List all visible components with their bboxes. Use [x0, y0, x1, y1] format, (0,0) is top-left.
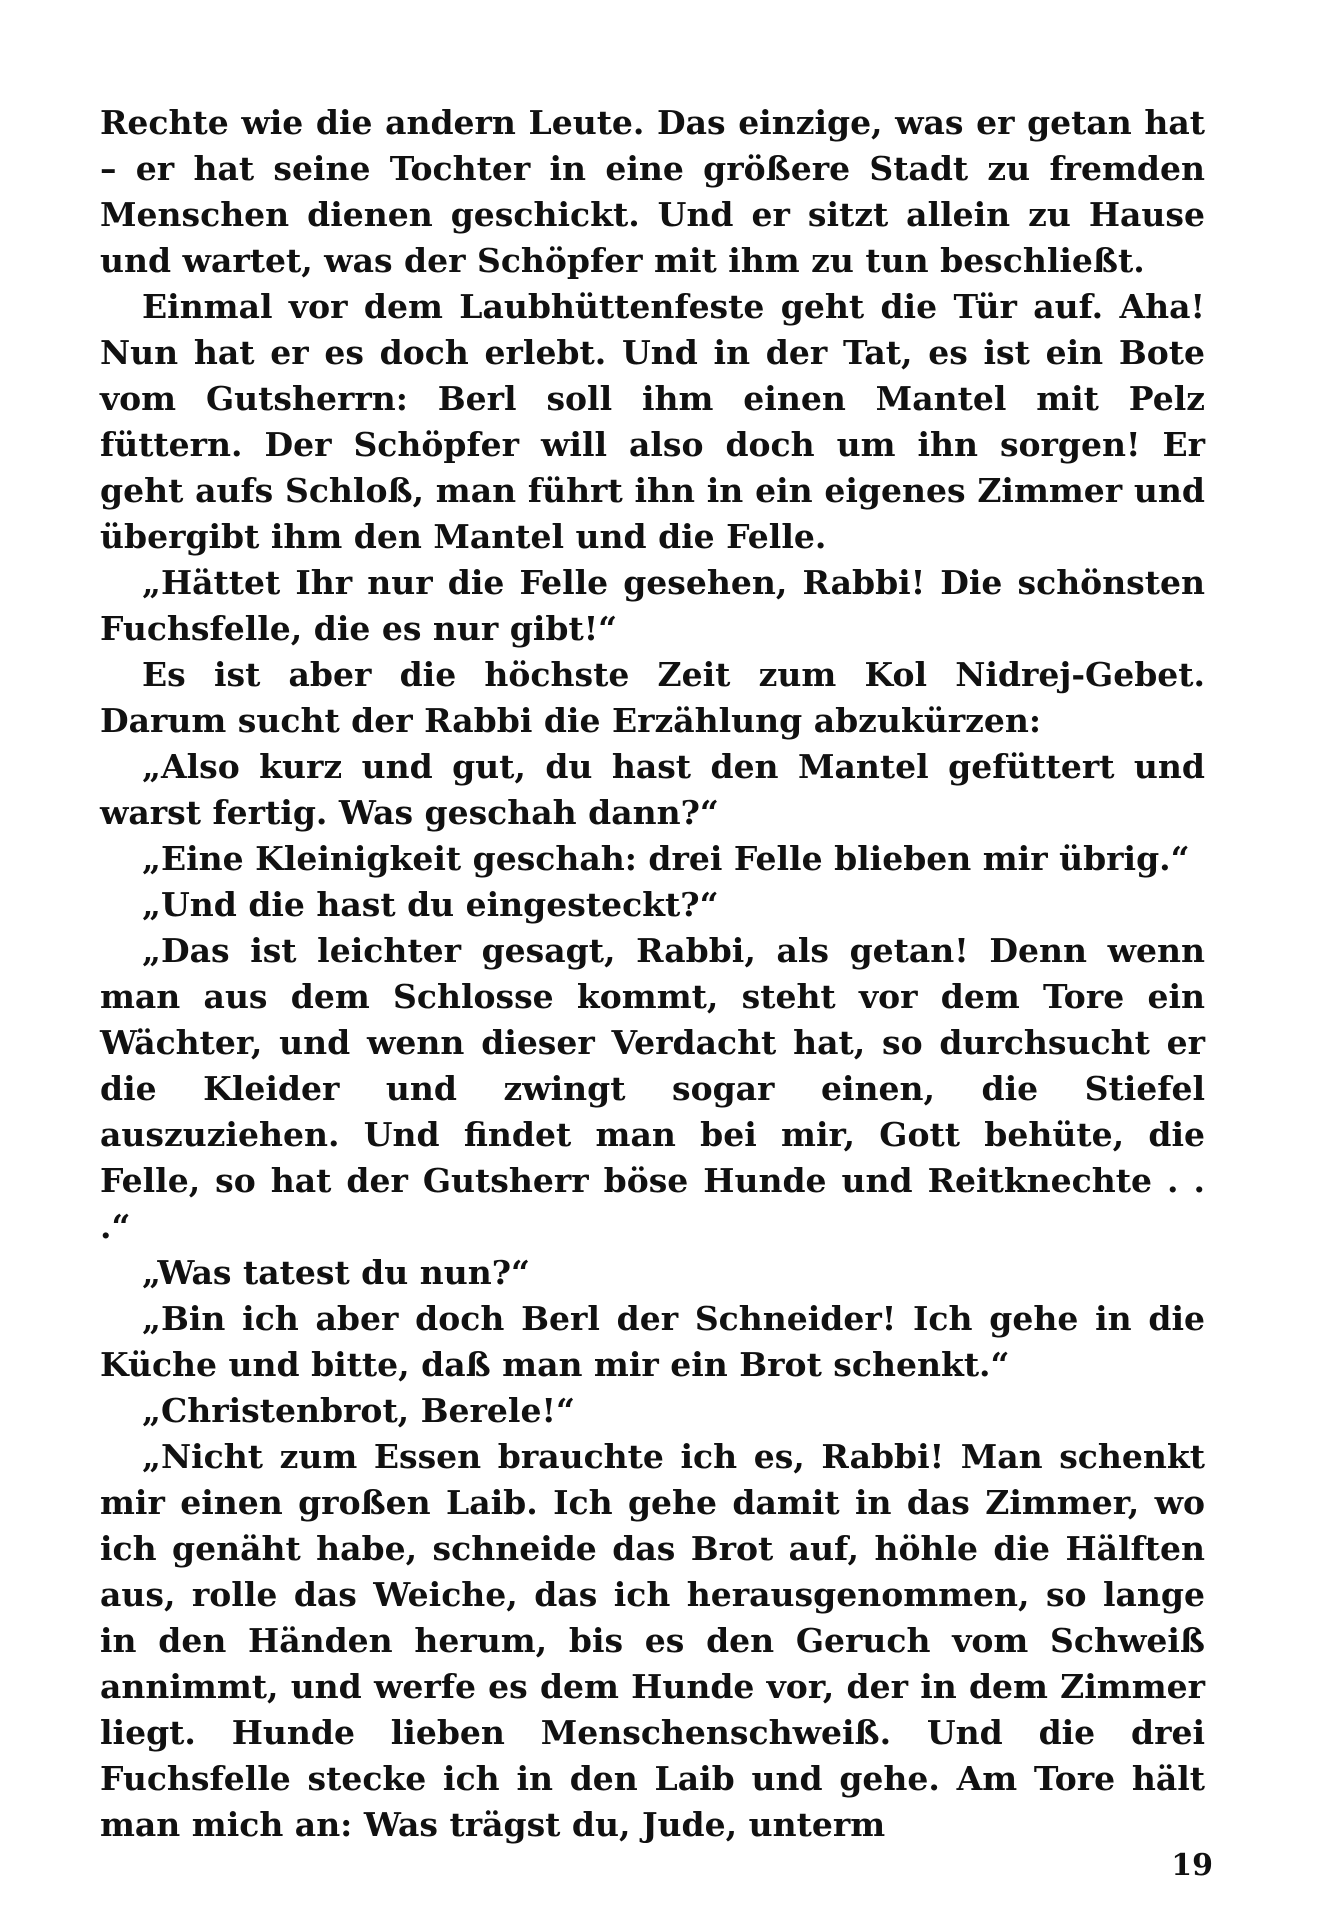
page-text [100, 100, 1205, 1848]
paragraph-1: Rechte wie die andern Leute. Das einzige, was er getan hat – er hat seine Tochter in eine größere Stadt zu fremden Menschen dienen geschickt. Und er sitzt allein zu Hause und wartet, was der Schöpfer mit ihm zu tun beschließt. [100, 103, 1205, 280]
page-number: 19 [1171, 1848, 1213, 1883]
paragraph-12: „Nicht zum Essen brauchte ich es, Rabbi! Man schenkt mir einen großen Laib. Ich gehe damit in das Zimmer, wo ich genäht habe, schneide das Brot auf, höhle die Hälften aus, rolle das Weiche, das ich herausgenommen, so lange in den Händen herum, bis es den Geruch vom Schweiß annimmt, und werfe es dem Hunde vor, der in dem Zimmer liegt. Hunde lieben Menschenschweiß. Und die drei Fuchsfelle stecke ich in den Laib und gehe. Am Tore hält man mich an: Was trägst du, Jude, unterm [100, 1437, 1205, 1844]
paragraph-9: „Was tatest du nun?“ [142, 1253, 531, 1292]
paragraph-6: „Eine Kleinigkeit geschah: drei Felle blieben mir übrig.“ [142, 839, 1190, 878]
paragraph-10: „Bin ich aber doch Berl der Schneider! Ich gehe in die Küche und bitte, daß man mir ein Brot schenkt.“ [100, 1299, 1205, 1384]
paragraph-2: Einmal vor dem Laubhüttenfeste geht die Tür auf. Aha! Nun hat er es doch erlebt. Und in der Tat, es ist ein Bote vom Gutsherrn: Berl soll ihm einen Mantel mit Pelz füttern. Der Schöpfer will also doch um ihn sorgen! Er geht aufs Schloß, man führt ihn in ein eigenes Zimmer und übergibt ihm den Mantel und die Felle. [100, 287, 1205, 556]
paragraph-5: „Also kurz und gut, du hast den Mantel gefüttert und warst fertig. Was geschah dann?“ [100, 747, 1205, 832]
paragraph-4: Es ist aber die höchste Zeit zum Kol Nidrej-Gebet. Darum sucht der Rabbi die Erzählung abzukürzen: [100, 655, 1205, 740]
paragraph-8: „Das ist leichter gesagt, Rabbi, als getan! Denn wenn man aus dem Schlosse kommt, steht vor dem Tore ein Wächter, und wenn dieser Verdacht hat, so durchsucht er die Kleider und zwingt sogar einen, die Stiefel auszuziehen. Und findet man bei mir, Gott behüte, die Felle, so hat der Gutsherr böse Hunde und Reitknechte . . .“ [100, 931, 1205, 1246]
paragraph-11: „Christenbrot, Berele!“ [142, 1391, 575, 1430]
paragraph-3: „Hättet Ihr nur die Felle gesehen, Rabbi! Die schönsten Fuchsfelle, die es nur gibt!“ [100, 563, 1205, 648]
paragraph-7: „Und die hast du eingesteckt?“ [142, 885, 719, 924]
